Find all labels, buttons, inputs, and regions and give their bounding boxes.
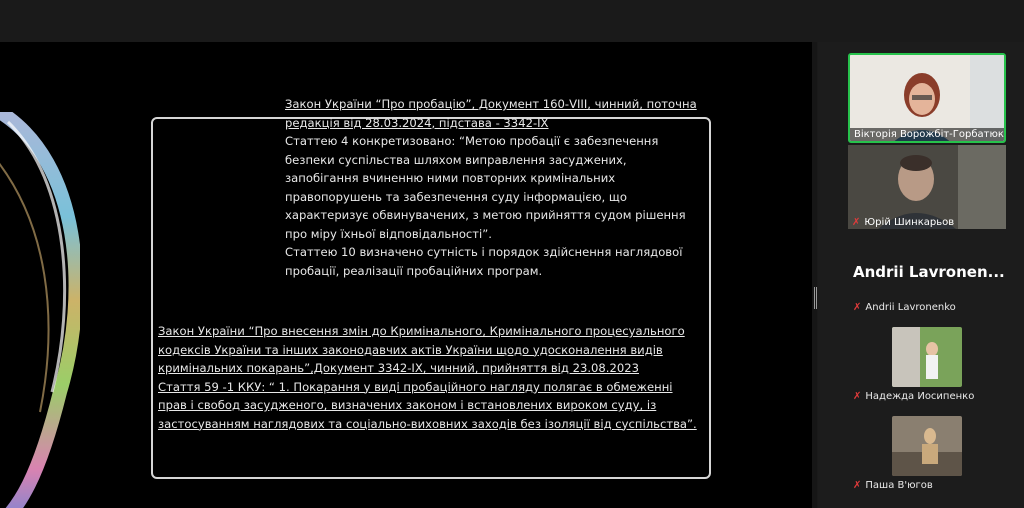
mic-muted-icon: ✗ bbox=[853, 480, 862, 491]
panel-divider bbox=[812, 42, 817, 508]
article-10-text-line: пробації, реалізації пробаційних програм. bbox=[285, 263, 543, 278]
slide-text-block-2 bbox=[158, 322, 697, 433]
mic-muted-icon: ✗ bbox=[853, 391, 862, 402]
slide-text-block-1 bbox=[285, 95, 697, 280]
article-59-text: Стаття 59 -1 ККУ: “ 1. Покарання у виді пробаційного нагляду полягає в обмеженні bbox=[158, 379, 673, 394]
article-4-text-line: безпеки суспільства шляхом виправлення засуджених, bbox=[285, 152, 627, 167]
article-4-text-line: правопорушень та забезпечення суду інформацією, що bbox=[285, 189, 627, 204]
law-link-amendments-line[interactable]: кримінальних покарань”,Документ 3342-IX, чинний, прийняття від 23.08.2023 bbox=[158, 361, 639, 375]
law-link-probation-edition[interactable]: редакція від 28.03.2024, підстава - 3342-IX bbox=[285, 115, 549, 130]
soap-bubble-decoration bbox=[0, 112, 80, 508]
participant-name: Паша В'югов bbox=[865, 480, 933, 491]
top-bar bbox=[0, 0, 1024, 42]
participant-tile-active[interactable] bbox=[848, 53, 1006, 143]
law-link-amendments[interactable]: Закон України “Про внесення змін до Кримінального, Кримінального процесуального bbox=[158, 324, 685, 338]
article-10-text: Статтею 10 визначено сутність і порядок здійснення наглядової bbox=[285, 245, 683, 259]
mic-muted-icon: ✗ bbox=[852, 217, 861, 228]
participant-name: Надежда Иосипенко bbox=[865, 391, 975, 402]
article-59-text-line: прав і свобод засудженого, визначених законом і встановлених вироком суду, із bbox=[158, 398, 657, 412]
participant-name: Вікторія Ворожбіт-Горбатюк bbox=[850, 128, 1006, 141]
article-4-text-line: запобігання вчиненню ними повторних кримінальних bbox=[285, 171, 616, 185]
participant-name-row[interactable] bbox=[853, 480, 933, 491]
mic-muted-icon: ✗ bbox=[853, 302, 862, 313]
article-4-text-line: характеризує обвинувачених, з метою прийняття судом рішення bbox=[285, 208, 686, 222]
article-4-text-line: про міру їхньої відповідальності”. bbox=[285, 226, 492, 241]
participant-tile[interactable] bbox=[848, 145, 1006, 229]
participant-name-row[interactable] bbox=[853, 391, 974, 402]
participant-avatar[interactable] bbox=[892, 327, 962, 387]
participant-display-name: Andrii Lavronen... bbox=[853, 263, 1005, 281]
participant-name: Andrii Lavronenko bbox=[865, 302, 956, 313]
participant-name-row[interactable] bbox=[853, 302, 956, 313]
law-link-amendments-line[interactable]: кодексів України та інших законодавчих актів України щодо удосконалення видів bbox=[158, 342, 663, 357]
participant-name: Юрій Шинкарьов bbox=[864, 217, 955, 228]
participant-avatar[interactable] bbox=[892, 416, 962, 476]
article-59-text-line: застосуванням наглядових та соціально-виховних заходів без ізоляції від суспільства”. bbox=[158, 416, 697, 431]
article-4-text: Статтею 4 конкретизовано: “Метою пробації є забезпечення bbox=[285, 134, 659, 148]
law-link-probation[interactable]: Закон України “Про пробацію”, Документ 160-VIII, чинний, поточна bbox=[285, 97, 697, 111]
